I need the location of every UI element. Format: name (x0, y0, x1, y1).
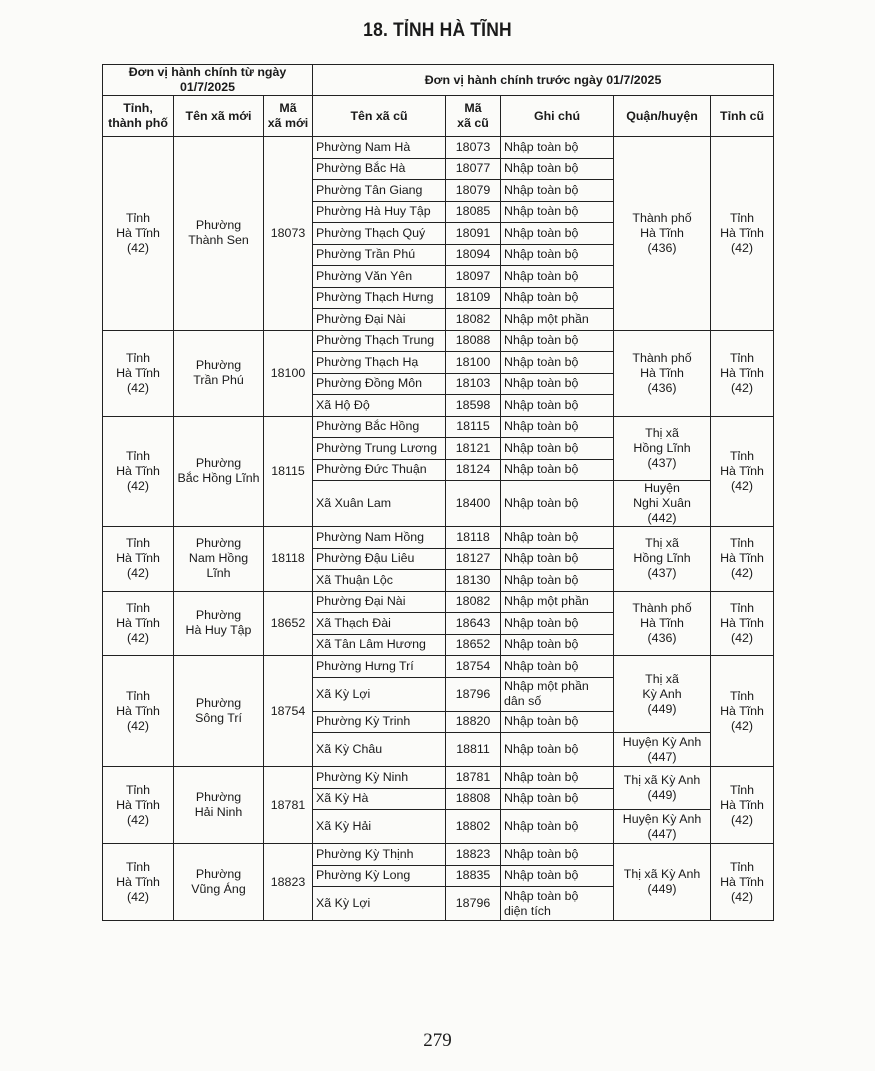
old-commune-name: Xã Xuân Lam (313, 481, 446, 527)
merge-note: Nhập toàn bộ (501, 613, 614, 635)
old-commune-name: Xã Kỳ Lợi (313, 887, 446, 921)
new-commune-name: Phường Thành Sen (174, 137, 264, 331)
table-row (103, 137, 774, 159)
table-row (103, 844, 774, 866)
merge-note: Nhập toàn bộ (501, 527, 614, 549)
old-commune-name: Phường Tân Giang (313, 180, 446, 202)
province-cell: Tỉnh Hà Tĩnh (42) (103, 656, 174, 767)
table-row (103, 527, 774, 549)
merge-note: Nhập toàn bộ (501, 287, 614, 309)
province-cell: Tỉnh Hà Tĩnh (42) (103, 527, 174, 592)
table-row (103, 416, 774, 438)
new-commune-code: 18781 (264, 767, 313, 844)
merge-note: Nhập toàn bộ (501, 201, 614, 223)
old-commune-code: 18088 (446, 330, 501, 352)
old-commune-code: 18781 (446, 767, 501, 789)
old-province-cell: Tỉnh Hà Tĩnh (42) (711, 416, 774, 527)
old-commune-code: 18835 (446, 865, 501, 887)
district-cell: Huyện Kỳ Anh (447) (614, 810, 711, 844)
new-commune-name: Phường Trần Phú (174, 330, 264, 416)
district-cell: Thị xã Kỳ Anh (449) (614, 844, 711, 921)
old-commune-code: 18796 (446, 677, 501, 711)
group-header-old: Đơn vị hành chính trước ngày 01/7/2025 (313, 65, 774, 96)
old-commune-code: 18811 (446, 733, 501, 767)
col-header-note: Ghi chú (501, 96, 614, 137)
new-commune-code: 18652 (264, 591, 313, 656)
district-cell: Thành phố Hà Tĩnh (436) (614, 330, 711, 416)
old-commune-code: 18598 (446, 395, 501, 417)
old-commune-name: Xã Kỳ Châu (313, 733, 446, 767)
merge-note: Nhập toàn bộ (501, 570, 614, 592)
merge-note: Nhập toàn bộ (501, 352, 614, 374)
old-commune-name: Phường Trung Lương (313, 438, 446, 460)
table-row (103, 330, 774, 352)
old-commune-name: Xã Kỳ Lợi (313, 677, 446, 711)
new-commune-code: 18754 (264, 656, 313, 767)
old-commune-code: 18121 (446, 438, 501, 460)
old-commune-name: Phường Đại Nài (313, 591, 446, 613)
merge-note: Nhập một phần (501, 591, 614, 613)
old-commune-name: Phường Thạch Trung (313, 330, 446, 352)
old-commune-code: 18082 (446, 309, 501, 331)
old-commune-name: Xã Hộ Độ (313, 395, 446, 417)
page-number: 279 (423, 1030, 452, 1051)
old-province-cell: Tỉnh Hà Tĩnh (42) (711, 844, 774, 921)
new-commune-code: 18100 (264, 330, 313, 416)
old-commune-code: 18118 (446, 527, 501, 549)
merge-note: Nhập toàn bộ (501, 373, 614, 395)
old-commune-name: Phường Kỳ Ninh (313, 767, 446, 789)
old-commune-name: Phường Kỳ Thịnh (313, 844, 446, 866)
new-commune-name: Phường Bắc Hồng Lĩnh (174, 416, 264, 527)
col-header-old-name: Tên xã cũ (313, 96, 446, 137)
province-cell: Tỉnh Hà Tĩnh (42) (103, 416, 174, 527)
group-header-new: Đơn vị hành chính từ ngày 01/7/2025 (103, 65, 313, 96)
old-commune-name: Phường Trần Phú (313, 244, 446, 266)
old-commune-name: Phường Đức Thuận (313, 459, 446, 481)
new-commune-code: 18823 (264, 844, 313, 921)
table-row (103, 767, 774, 789)
merge-note: Nhập toàn bộ (501, 459, 614, 481)
merge-note: Nhập toàn bộ (501, 416, 614, 438)
old-commune-name: Phường Thạch Hạ (313, 352, 446, 374)
col-header-district: Quận/huyện (614, 96, 711, 137)
province-cell: Tỉnh Hà Tĩnh (42) (103, 137, 174, 331)
old-commune-name: Phường Kỳ Long (313, 865, 446, 887)
old-commune-code: 18082 (446, 591, 501, 613)
page-title: 18. TỈNH HÀ TĨNH (363, 20, 512, 41)
merge-note: Nhập toàn bộ (501, 244, 614, 266)
admin-units-table (102, 64, 774, 921)
old-province-cell: Tỉnh Hà Tĩnh (42) (711, 656, 774, 767)
merge-note: Nhập toàn bộ (501, 330, 614, 352)
old-commune-code: 18079 (446, 180, 501, 202)
merge-note: Nhập toàn bộ (501, 481, 614, 527)
merge-note: Nhập toàn bộ (501, 438, 614, 460)
merge-note: Nhập toàn bộ (501, 266, 614, 288)
old-commune-code: 18091 (446, 223, 501, 245)
old-commune-name: Phường Đại Nài (313, 309, 446, 331)
col-header-province: Tỉnh, thành phố (103, 96, 174, 137)
new-commune-code: 18073 (264, 137, 313, 331)
old-commune-name: Xã Tân Lâm Hương (313, 634, 446, 656)
merge-note: Nhập một phần dân số (501, 677, 614, 711)
district-cell: Thị xã Hồng Lĩnh (437) (614, 416, 711, 481)
old-commune-code: 18652 (446, 634, 501, 656)
new-commune-name: Phường Vũng Áng (174, 844, 264, 921)
district-cell: Thành phố Hà Tĩnh (436) (614, 137, 711, 331)
col-header-new-name: Tên xã mới (174, 96, 264, 137)
province-cell: Tỉnh Hà Tĩnh (42) (103, 591, 174, 656)
table-body (103, 137, 774, 921)
old-province-cell: Tỉnh Hà Tĩnh (42) (711, 137, 774, 331)
district-cell: Huyện Kỳ Anh (447) (614, 733, 711, 767)
merge-note: Nhập toàn bộ (501, 180, 614, 202)
old-commune-code: 18085 (446, 201, 501, 223)
merge-note: Nhập toàn bộ (501, 158, 614, 180)
old-commune-name: Phường Thạch Hưng (313, 287, 446, 309)
new-commune-code: 18118 (264, 527, 313, 592)
group-header-row (103, 65, 774, 96)
district-cell: Thị xã Kỳ Anh (449) (614, 767, 711, 810)
merge-note: Nhập toàn bộ (501, 810, 614, 844)
col-header-old-code: Mã xã cũ (446, 96, 501, 137)
old-province-cell: Tỉnh Hà Tĩnh (42) (711, 591, 774, 656)
old-commune-code: 18103 (446, 373, 501, 395)
merge-note: Nhập toàn bộ (501, 548, 614, 570)
old-commune-name: Phường Kỳ Trinh (313, 711, 446, 733)
old-commune-code: 18100 (446, 352, 501, 374)
old-commune-code: 18077 (446, 158, 501, 180)
merge-note: Nhập toàn bộ (501, 137, 614, 159)
merge-note: Nhập toàn bộ (501, 223, 614, 245)
column-header-row (103, 96, 774, 137)
old-commune-code: 18754 (446, 656, 501, 678)
old-commune-name: Xã Kỳ Hà (313, 788, 446, 810)
old-commune-name: Phường Văn Yên (313, 266, 446, 288)
old-commune-name: Phường Đồng Môn (313, 373, 446, 395)
old-commune-name: Phường Hà Huy Tập (313, 201, 446, 223)
old-commune-name: Phường Bắc Hồng (313, 416, 446, 438)
merge-note: Nhập toàn bộ diện tích (501, 887, 614, 921)
old-commune-name: Xã Kỳ Hải (313, 810, 446, 844)
old-commune-code: 18802 (446, 810, 501, 844)
merge-note: Nhập toàn bộ (501, 395, 614, 417)
old-commune-code: 18127 (446, 548, 501, 570)
new-commune-name: Phường Sông Trí (174, 656, 264, 767)
old-commune-name: Phường Nam Hồng (313, 527, 446, 549)
col-header-old-province: Tỉnh cũ (711, 96, 774, 137)
old-commune-name: Phường Đậu Liêu (313, 548, 446, 570)
old-commune-code: 18097 (446, 266, 501, 288)
province-cell: Tỉnh Hà Tĩnh (42) (103, 844, 174, 921)
new-commune-code: 18115 (264, 416, 313, 527)
old-province-cell: Tỉnh Hà Tĩnh (42) (711, 330, 774, 416)
old-commune-code: 18796 (446, 887, 501, 921)
merge-note: Nhập toàn bộ (501, 733, 614, 767)
old-commune-code: 18094 (446, 244, 501, 266)
old-commune-name: Phường Nam Hà (313, 137, 446, 159)
district-cell: Thị xã Kỳ Anh (449) (614, 656, 711, 733)
old-province-cell: Tỉnh Hà Tĩnh (42) (711, 527, 774, 592)
old-commune-name: Phường Bắc Hà (313, 158, 446, 180)
province-cell: Tỉnh Hà Tĩnh (42) (103, 330, 174, 416)
old-commune-name: Phường Hưng Trí (313, 656, 446, 678)
old-commune-name: Xã Thuận Lộc (313, 570, 446, 592)
table-row (103, 656, 774, 678)
old-commune-code: 18130 (446, 570, 501, 592)
district-cell: Huyện Nghi Xuân (442) (614, 481, 711, 527)
merge-note: Nhập toàn bộ (501, 767, 614, 789)
merge-note: Nhập toàn bộ (501, 788, 614, 810)
merge-note: Nhập toàn bộ (501, 656, 614, 678)
new-commune-name: Phường Hải Ninh (174, 767, 264, 844)
merge-note: Nhập toàn bộ (501, 711, 614, 733)
old-commune-code: 18115 (446, 416, 501, 438)
old-commune-code: 18823 (446, 844, 501, 866)
old-commune-name: Phường Thạch Quý (313, 223, 446, 245)
old-province-cell: Tỉnh Hà Tĩnh (42) (711, 767, 774, 844)
merge-note: Nhập toàn bộ (501, 865, 614, 887)
district-cell: Thành phố Hà Tĩnh (436) (614, 591, 711, 656)
province-cell: Tỉnh Hà Tĩnh (42) (103, 767, 174, 844)
new-commune-name: Phường Hà Huy Tập (174, 591, 264, 656)
old-commune-code: 18643 (446, 613, 501, 635)
old-commune-code: 18820 (446, 711, 501, 733)
merge-note: Nhập một phần (501, 309, 614, 331)
old-commune-code: 18808 (446, 788, 501, 810)
old-commune-code: 18073 (446, 137, 501, 159)
table-row (103, 591, 774, 613)
district-cell: Thị xã Hồng Lĩnh (437) (614, 527, 711, 592)
new-commune-name: Phường Nam Hồng Lĩnh (174, 527, 264, 592)
merge-note: Nhập toàn bộ (501, 844, 614, 866)
merge-note: Nhập toàn bộ (501, 634, 614, 656)
old-commune-name: Xã Thạch Đài (313, 613, 446, 635)
old-commune-code: 18124 (446, 459, 501, 481)
old-commune-code: 18109 (446, 287, 501, 309)
old-commune-code: 18400 (446, 481, 501, 527)
col-header-new-code: Mã xã mới (264, 96, 313, 137)
